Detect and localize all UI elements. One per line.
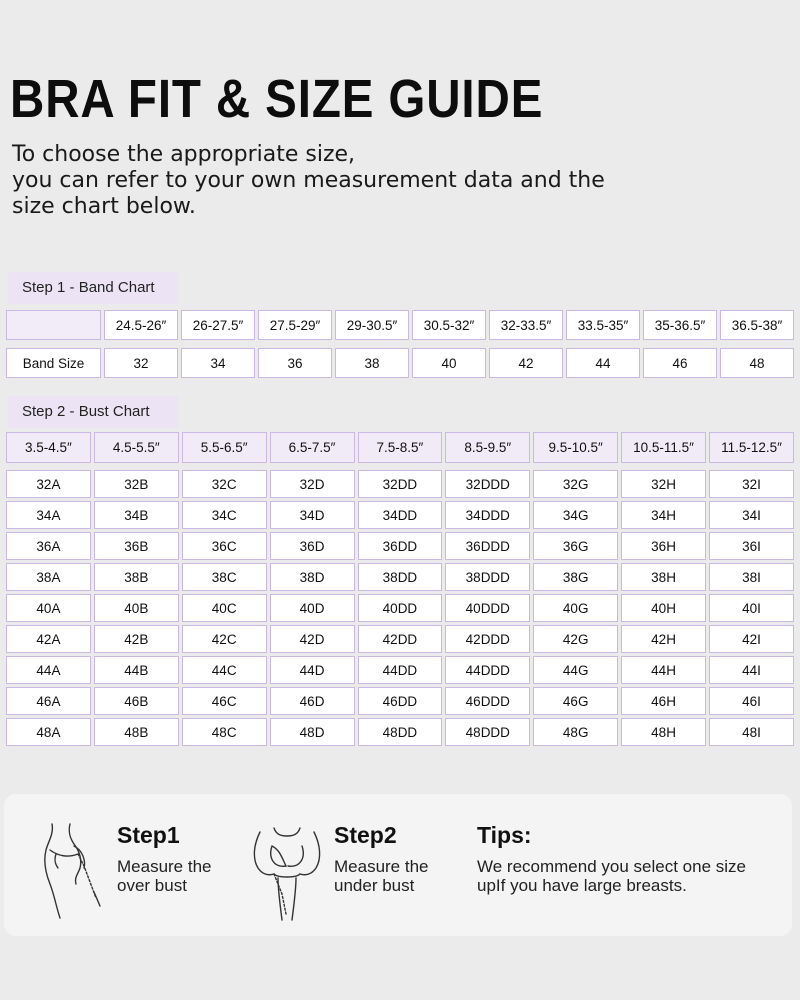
table-row [6, 625, 794, 653]
band-range-cell: 26-27.5″ [181, 310, 255, 340]
bust-size-cell: 44DDD [445, 656, 530, 684]
bust-size-cell: 36A [6, 532, 91, 560]
bust-size-cell: 34DDD [445, 501, 530, 529]
bust-size-cell: 42H [621, 625, 706, 653]
tips-line: We recommend you select one size [477, 857, 746, 876]
band-size-cell: 34 [181, 348, 255, 378]
side-torso-measure-icon [34, 820, 114, 920]
bust-size-cell: 40I [709, 594, 794, 622]
bust-size-cell: 36DDD [445, 532, 530, 560]
bust-size-cell: 34H [621, 501, 706, 529]
bust-size-cell: 46DDD [445, 687, 530, 715]
bust-size-cell: 32B [94, 470, 179, 498]
bust-size-cell: 46D [270, 687, 355, 715]
bust-range-cell: 6.5-7.5″ [270, 432, 355, 463]
measure-instructions-panel [4, 794, 792, 936]
bust-range-cell: 9.5-10.5″ [533, 432, 618, 463]
bust-size-cell: 44A [6, 656, 91, 684]
bust-range-cell: 7.5-8.5″ [358, 432, 443, 463]
bust-size-cell: 34A [6, 501, 91, 529]
band-size-cell: 48 [720, 348, 794, 378]
intro-line-1: To choose the appropriate size, [12, 142, 356, 167]
bust-size-cell: 48H [621, 718, 706, 746]
bust-size-cell: 40G [533, 594, 618, 622]
step1-line: Measure the [117, 857, 212, 876]
bust-size-cell: 46A [6, 687, 91, 715]
band-size-cell: 32 [104, 348, 178, 378]
step2-title: Step2 [334, 822, 397, 848]
bust-size-cell: 44C [182, 656, 267, 684]
bust-size-cell: 40C [182, 594, 267, 622]
bust-size-cell: 42D [270, 625, 355, 653]
bust-range-cell: 10.5-11.5″ [621, 432, 706, 463]
bust-size-cell: 32A [6, 470, 91, 498]
band-range-cell: 24.5-26″ [104, 310, 178, 340]
bust-size-cell: 48G [533, 718, 618, 746]
bust-size-cell: 42DDD [445, 625, 530, 653]
band-size-label: Band Size [6, 348, 101, 378]
bust-size-cell: 46DD [358, 687, 443, 715]
bust-size-cell: 44B [94, 656, 179, 684]
bust-size-cell: 36G [533, 532, 618, 560]
bust-size-cell: 48D [270, 718, 355, 746]
bust-range-header [3, 429, 797, 466]
bust-size-cell: 34I [709, 501, 794, 529]
tips-block [477, 822, 746, 895]
bust-size-cell: 32H [621, 470, 706, 498]
band-range-cell: 29-30.5″ [335, 310, 409, 340]
bust-size-cell: 46G [533, 687, 618, 715]
bust-size-cell: 48I [709, 718, 794, 746]
step1-line: over bust [117, 876, 187, 895]
step1-block [117, 822, 212, 895]
band-size-cell: 36 [258, 348, 332, 378]
bust-range-cell: 4.5-5.5″ [94, 432, 179, 463]
table-row [6, 687, 794, 715]
bust-size-cell: 36DD [358, 532, 443, 560]
intro-line-2: you can refer to your own measurement data and the [12, 168, 605, 193]
bust-size-cell: 46B [94, 687, 179, 715]
bust-size-cell: 42A [6, 625, 91, 653]
bust-size-cell: 34G [533, 501, 618, 529]
bust-size-cell: 40H [621, 594, 706, 622]
table-row [6, 563, 794, 591]
bust-size-cell: 38D [270, 563, 355, 591]
bust-range-cell: 11.5-12.5″ [709, 432, 794, 463]
step2-line: Measure the [334, 857, 429, 876]
intro-text [12, 142, 605, 220]
front-torso-measure-icon [248, 824, 328, 924]
band-range-cell: 36.5-38″ [720, 310, 794, 340]
bust-size-cell: 46H [621, 687, 706, 715]
table-row [6, 501, 794, 529]
table-row [6, 470, 794, 498]
band-chart-label: Step 1 - Band Chart [8, 272, 178, 304]
bust-size-cell: 48DDD [445, 718, 530, 746]
bust-size-cell: 32G [533, 470, 618, 498]
bust-size-cell: 38DDD [445, 563, 530, 591]
tips-title: Tips: [477, 822, 532, 848]
bust-size-cell: 40DDD [445, 594, 530, 622]
bust-size-cell: 36H [621, 532, 706, 560]
band-size-cell: 46 [643, 348, 717, 378]
bust-size-cell: 48B [94, 718, 179, 746]
bust-size-cell: 34D [270, 501, 355, 529]
bust-size-cell: 32DD [358, 470, 443, 498]
bust-size-cell: 32DDD [445, 470, 530, 498]
bust-size-cell: 38A [6, 563, 91, 591]
bust-size-cell: 40A [6, 594, 91, 622]
table-row [6, 532, 794, 560]
bust-size-cell: 40B [94, 594, 179, 622]
band-size-cell: 44 [566, 348, 640, 378]
intro-line-3: size chart below. [12, 194, 196, 219]
bust-size-cell: 44D [270, 656, 355, 684]
bust-size-cell: 32D [270, 470, 355, 498]
bust-size-cell: 34C [182, 501, 267, 529]
bust-size-cell: 46I [709, 687, 794, 715]
band-range-header [3, 307, 797, 343]
bust-size-cell: 42C [182, 625, 267, 653]
tips-line: upIf you have large breasts. [477, 876, 687, 895]
bust-size-cell: 38B [94, 563, 179, 591]
bust-size-cell: 42DD [358, 625, 443, 653]
bust-size-cell: 38I [709, 563, 794, 591]
table-row [6, 594, 794, 622]
step2-text [334, 857, 429, 895]
bust-size-cell: 48C [182, 718, 267, 746]
band-range-cell: 30.5-32″ [412, 310, 486, 340]
bust-size-table [3, 467, 797, 749]
bust-size-cell: 34B [94, 501, 179, 529]
bust-size-cell: 44DD [358, 656, 443, 684]
band-range-cell: 32-33.5″ [489, 310, 563, 340]
band-size-cell: 38 [335, 348, 409, 378]
bust-size-cell: 32I [709, 470, 794, 498]
bust-size-cell: 44I [709, 656, 794, 684]
step1-title: Step1 [117, 822, 180, 848]
bust-size-cell: 36B [94, 532, 179, 560]
bust-size-cell: 38C [182, 563, 267, 591]
bust-size-cell: 36D [270, 532, 355, 560]
bust-size-cell: 46C [182, 687, 267, 715]
bust-range-cell: 5.5-6.5″ [182, 432, 267, 463]
bust-chart-label: Step 2 - Bust Chart [8, 396, 178, 428]
bust-range-cell: 8.5-9.5″ [445, 432, 530, 463]
bust-size-cell: 34DD [358, 501, 443, 529]
bust-size-cell: 42I [709, 625, 794, 653]
band-size-cell: 42 [489, 348, 563, 378]
bust-size-cell: 42B [94, 625, 179, 653]
band-range-cell: 35-36.5″ [643, 310, 717, 340]
bust-size-cell: 44H [621, 656, 706, 684]
step2-block [334, 822, 429, 895]
bust-size-cell: 48A [6, 718, 91, 746]
step1-text [117, 857, 212, 895]
bust-size-cell: 38DD [358, 563, 443, 591]
band-range-cell: 27.5-29″ [258, 310, 332, 340]
bust-size-cell: 36I [709, 532, 794, 560]
table-row [6, 656, 794, 684]
bust-size-cell: 38H [621, 563, 706, 591]
bust-size-cell: 40D [270, 594, 355, 622]
bust-size-cell: 38G [533, 563, 618, 591]
bust-size-cell: 48DD [358, 718, 443, 746]
table-row [6, 718, 794, 746]
band-size-cell: 40 [412, 348, 486, 378]
band-range-cell: 33.5-35″ [566, 310, 640, 340]
band-header-blank [6, 310, 101, 340]
step2-line: under bust [334, 876, 415, 895]
band-size-row [3, 345, 797, 381]
bust-size-cell: 32C [182, 470, 267, 498]
bust-size-cell: 44G [533, 656, 618, 684]
tips-text [477, 857, 746, 895]
bust-range-cell: 3.5-4.5″ [6, 432, 91, 463]
bust-size-cell: 42G [533, 625, 618, 653]
bust-size-cell: 40DD [358, 594, 443, 622]
page-title: BRA FIT & SIZE GUIDE [10, 69, 544, 129]
bust-size-cell: 36C [182, 532, 267, 560]
